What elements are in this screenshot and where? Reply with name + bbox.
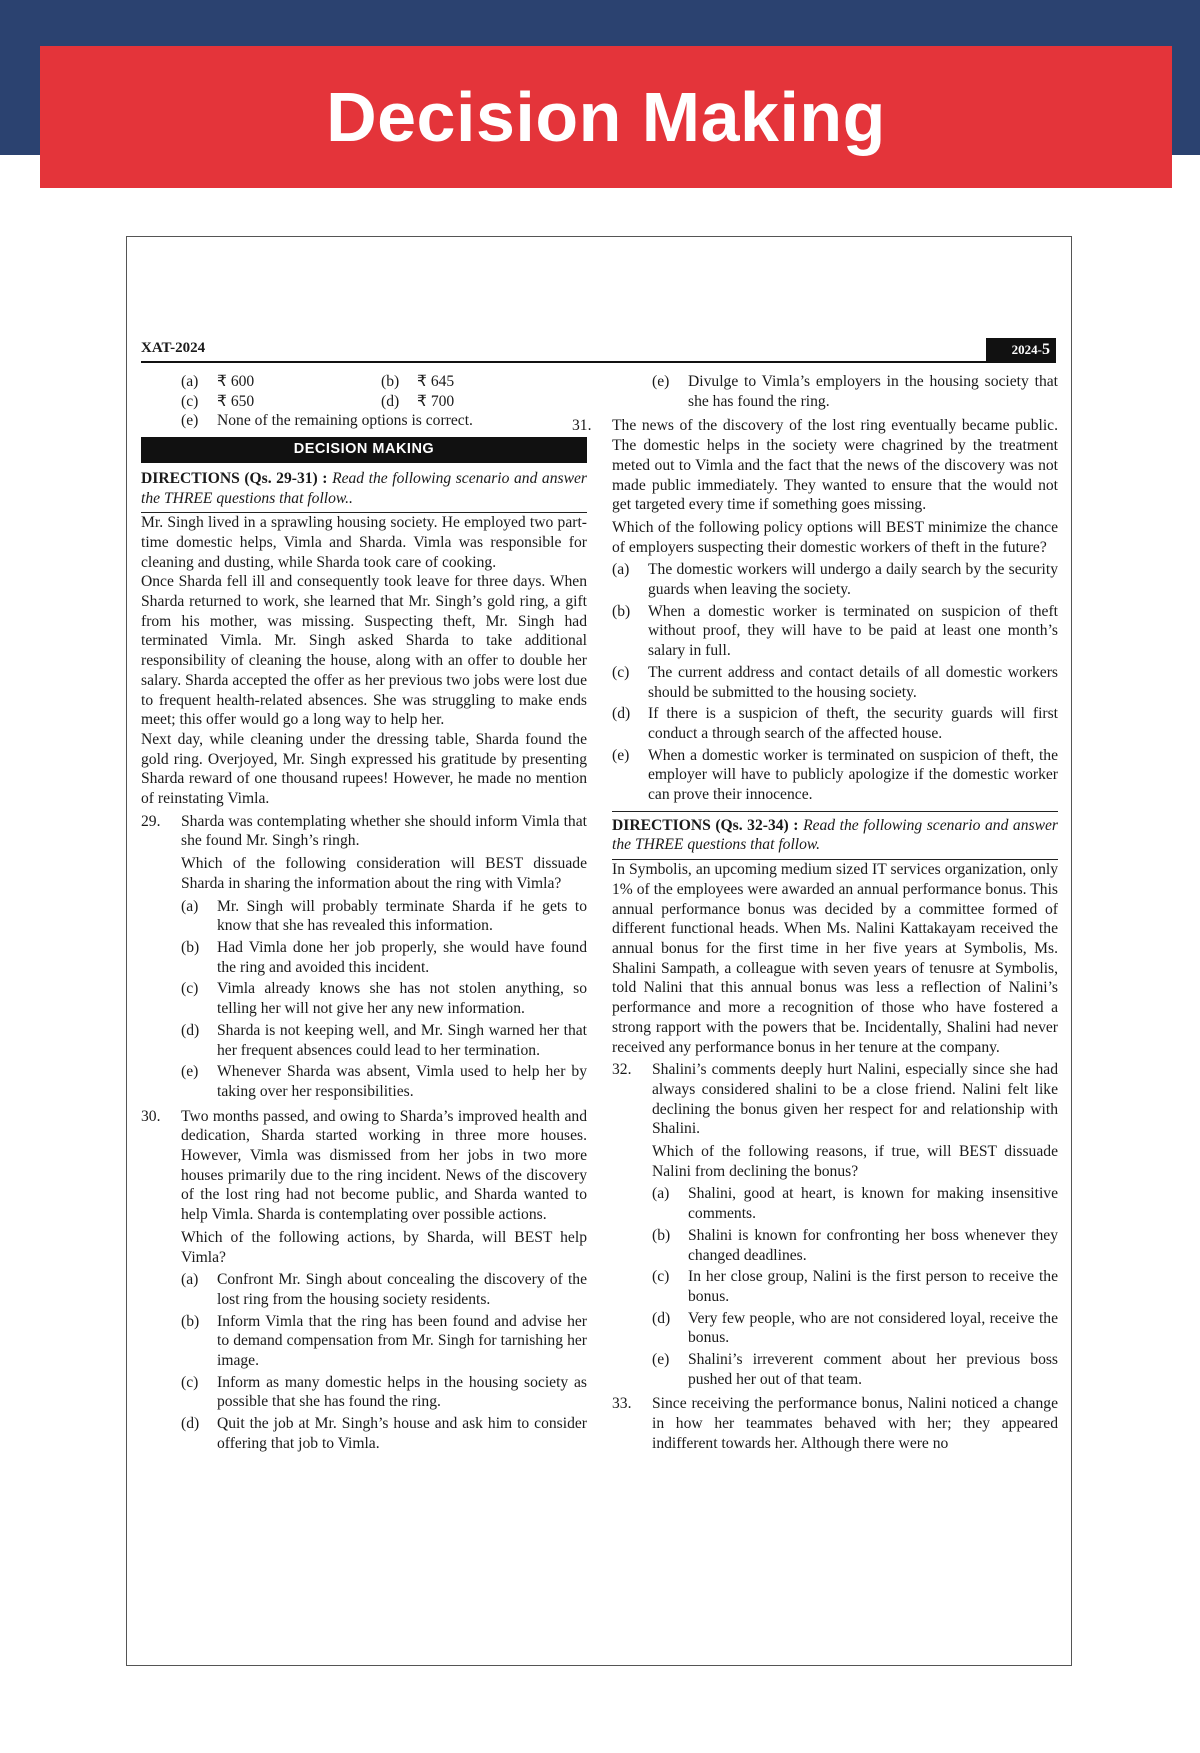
chapter-title: Decision Making — [326, 78, 886, 156]
question-30-continued — [612, 372, 1058, 413]
option-label: (e) — [181, 1063, 199, 1081]
option-label: (b) — [181, 1312, 200, 1330]
list-item — [652, 372, 1058, 411]
header-rule — [141, 361, 1056, 363]
option-list — [652, 1184, 1058, 1389]
option-text: When a domestic worker is terminated on suspicion of theft, the employer will have to publicly apologize if the domestic worker can prove their innocence. — [648, 746, 1058, 804]
section-title-bar: DECISION MAKING — [141, 437, 587, 463]
prev-question-options — [181, 372, 587, 431]
passage-1-para: Next day, while cleaning under the dressing table, Sharda found the gold ring. Overjoyed, Mr. Singh expressed his gratitude by presenting Sharda reward of one thousand rupees! However, he made no mention of reinstating Vimla. — [141, 730, 587, 808]
list-item — [652, 1350, 1058, 1389]
list-item — [181, 1062, 587, 1101]
option-text: Vimla already knows she has not stolen anything, so telling her will not give her any new information. — [217, 980, 587, 1018]
list-item — [652, 1226, 1058, 1265]
list-item — [652, 1309, 1058, 1348]
option-label: (d) — [612, 705, 631, 723]
option-label: (c) — [181, 1373, 199, 1391]
list-item — [612, 704, 1058, 743]
running-head — [141, 338, 1056, 362]
option-label: (a) — [181, 897, 199, 915]
option-label: (a) — [181, 1271, 199, 1289]
option-text: Quit the job at Mr. Singh’s house and ask him to consider offering that job to Vimla. — [217, 1415, 587, 1452]
option-text: ₹ 600 — [217, 373, 255, 390]
option-label: (d) — [652, 1309, 671, 1327]
question-30 — [141, 1107, 587, 1456]
option-label: (a) — [652, 1185, 670, 1203]
option-label: (b) — [181, 938, 200, 956]
question-29 — [141, 812, 587, 1104]
option-label: (a) — [181, 373, 199, 390]
option-label: (e) — [612, 746, 630, 764]
question-32 — [612, 1060, 1058, 1391]
option-label: (e) — [652, 373, 670, 390]
list-item — [181, 1312, 587, 1371]
option-text: If there is a suspicion of theft, the security guards will first conduct a through search of the affected house. — [648, 705, 1058, 742]
directions-1-text: Read the following scenario and answer the THREE questions that follow.. — [141, 469, 587, 507]
question-stem: Shalini’s comments deeply hurt Nalini, especially since she had always considered shalini to be a close friend. Nalini felt like declining the bonus given her respect for and relationship with Shalini. — [652, 1061, 1058, 1138]
option-label: (e) — [652, 1351, 670, 1369]
option-list — [181, 1270, 587, 1453]
question-prompt: Which of the following actions, by Sharda, will BEST help Vimla? — [181, 1228, 587, 1266]
question-prompt: Which of the following policy options will BEST minimize the chance of employers suspecting their domestic workers of theft in the future? — [612, 518, 1058, 556]
option-text: Inform as many domestic helps in the housing society as possible that she has found the ring. — [217, 1373, 587, 1411]
option-label: (d) — [381, 392, 400, 410]
option-label: (b) — [652, 1226, 671, 1244]
option-text: None of the remaining options is correct. — [217, 412, 473, 430]
list-item — [612, 663, 1058, 702]
question-number: 32. — [612, 1061, 632, 1079]
question-stem: Sharda was contemplating whether she should inform Vimla that she found Mr. Singh’s ringh. — [181, 812, 587, 850]
passage-2: In Symbolis, an upcoming medium sized IT services organization, only 1% of the employees were awarded an annual performance bonus. This annual performance bonus was decided by a committee formed of different functional heads. When Ms. Nalini Kattakayam received the annual bonus for the first time in her five years at Symbolis, Ms. Shalini Sampath, a colleague with seven years of tenusre at Symbolis, told Nalini that this annual bonus was less a reflection of Nalini’s performance and more a recognition of those who have fostered a strong rapport with the powers that be. Incidentally, Shalini had never received any performance bonus in her tenure at the company. — [612, 861, 1058, 1056]
list-item — [181, 938, 587, 977]
directions-2-text: Read the following scenario and answer the THREE questions that follow. — [612, 816, 1058, 854]
question-prompt: Which of the following consideration will BEST dissuade Sharda in sharing the information about the ring with Vimla? — [181, 855, 587, 892]
option-text: Whenever Sharda was absent, Vimla used to help her by taking over her responsibilities. — [217, 1063, 587, 1100]
list-item — [181, 1414, 587, 1453]
option-text: Confront Mr. Singh about concealing the discovery of the lost ring from the housing society residents. — [217, 1271, 587, 1308]
option-label: (c) — [181, 980, 199, 998]
list-item — [181, 979, 587, 1018]
option-label: (d) — [181, 1415, 200, 1433]
exam-label: XAT-2024 — [141, 340, 206, 356]
chapter-banner — [40, 46, 1172, 188]
page-number-badge — [986, 338, 1056, 361]
option-text: Shalini, good at heart, is known for making insensitive comments. — [688, 1185, 1058, 1223]
directions-1-heading: DIRECTIONS (Qs. 29-31) : — [141, 469, 328, 487]
list-item — [181, 1021, 587, 1060]
question-prompt: Which of the following reasons, if true, will BEST dissuade Nalini from declining the bonus? — [652, 1143, 1058, 1180]
option-label: (c) — [612, 663, 630, 681]
passage-1-para: Once Sharda fell ill and consequently took leave for three days. When Sharda returned to work, she learned that Mr. Singh’s gold ring, a gift from his mother, was missing. Suspecting theft, Mr. Singh had terminated Vimla. Mr. Singh asked Sharda to take additional responsibility of cleaning the house, along with an offer to double her salary. Sharda accepted the offer as her previous two jobs were lost due to frequent health-related absences. She was struggling to make ends meet; this offer would go a long way to help her. — [141, 573, 587, 729]
list-item — [181, 1373, 587, 1412]
question-number: 31. — [572, 417, 592, 435]
option-text: In her close group, Nalini is the first person to receive the bonus. — [688, 1268, 1058, 1305]
right-column — [572, 372, 1058, 1457]
question-stem: Since receiving the performance bonus, Nalini noticed a change in how her teammates behaved with her; they appeared indifferent towards her. Although there were no — [652, 1395, 1058, 1452]
option-text: Shalini’s irreverent comment about her previous boss pushed her out of that team. — [688, 1351, 1058, 1388]
option-label: (d) — [181, 1021, 200, 1039]
list-item — [612, 746, 1058, 805]
option-text: ₹ 645 — [417, 373, 455, 390]
option-text: Had Vimla done her job properly, she would have found the ring and avoided this incident. — [217, 938, 587, 976]
option-list — [181, 897, 587, 1102]
question-31 — [572, 416, 1058, 806]
list-item — [652, 1184, 1058, 1223]
directions-2 — [612, 811, 1058, 860]
list-item — [612, 560, 1058, 599]
option-text: The domestic workers will undergo a daily search by the security guards when leaving the society. — [648, 561, 1058, 599]
passage-1-para: Mr. Singh lived in a sprawling housing society. He employed two part-time domestic helps, Vimla and Sharda. Vimla was responsible for cleaning and dusting, while Sharda took care of cooking. — [141, 514, 587, 571]
option-text: Inform Vimla that the ring has been found and advise her to demand compensation from Mr. Singh for tarnishing her image. — [217, 1312, 587, 1370]
list-item — [181, 1270, 587, 1309]
option-label: (a) — [612, 561, 630, 579]
page-year: 2024- — [1011, 342, 1042, 357]
option-label: (b) — [612, 602, 631, 620]
option-text: Divulge to Vimla’s employers in the housing society that she has found the ring. — [688, 373, 1058, 410]
question-number: 33. — [612, 1395, 632, 1413]
directions-2-heading: DIRECTIONS (Qs. 32-34) : — [612, 816, 799, 834]
option-text: When a domestic worker is terminated on suspicion of theft without proof, they will have to be paid at least one month’s salary in full. — [648, 602, 1058, 660]
question-number: 29. — [141, 812, 161, 830]
page-number: 5 — [1042, 341, 1050, 358]
option-label: (b) — [381, 373, 400, 390]
question-stem: Two months passed, and owing to Sharda’s improved health and dedication, Sharda started working in three more houses. However, Vimla was dismissed from her jobs in two more houses primarily due to the ring incident. News of the discovery of the lost ring had not become public, and Sharda wanted to help Vimla. Sharda is contemplating over possible actions. — [181, 1107, 587, 1224]
option-label: (c) — [652, 1268, 670, 1286]
list-item — [181, 897, 587, 936]
option-label: (c) — [181, 392, 199, 410]
option-text: The current address and contact details of all domestic workers should be submitted to the housing society. — [648, 663, 1058, 701]
option-label: (e) — [181, 412, 199, 430]
list-item — [652, 1267, 1058, 1306]
option-text: ₹ 650 — [217, 392, 255, 410]
option-text: Very few people, who are not considered loyal, receive the bonus. — [688, 1309, 1058, 1347]
option-text: Mr. Singh will probably terminate Sharda if he gets to know that she has revealed this information. — [217, 897, 587, 935]
directions-1 — [141, 469, 587, 513]
option-list — [612, 560, 1058, 804]
left-column — [141, 372, 587, 1456]
option-text: Sharda is not keeping well, and Mr. Singh warned her that her frequent absences could lead to her termination. — [217, 1021, 587, 1059]
list-item — [612, 602, 1058, 661]
question-number: 30. — [141, 1107, 161, 1125]
question-stem: The news of the discovery of the lost ring eventually became public. The domestic helps in the society were chagrined by the treatment meted out to Vimla and the fact that the news of the discovery was not made public immediately. They wanted to ensure that the would not get targeted every time if something goes missing. — [612, 417, 1058, 514]
option-text: ₹ 700 — [417, 392, 455, 410]
question-33 — [612, 1394, 1058, 1456]
option-text: Shalini is known for confronting her boss whenever they changed deadlines. — [688, 1226, 1058, 1264]
